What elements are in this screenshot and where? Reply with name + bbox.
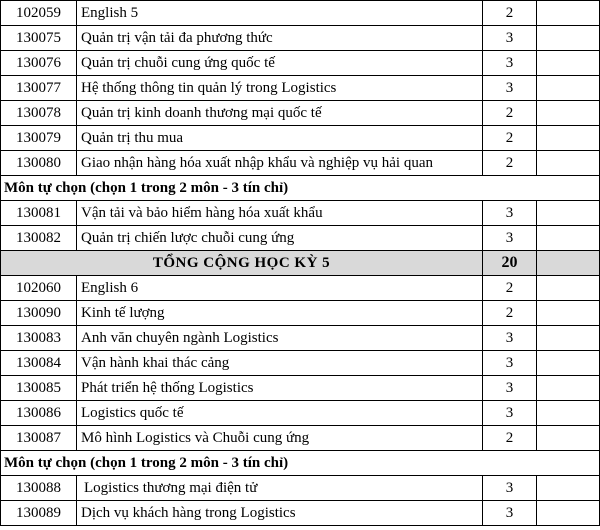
course-credits: 3 — [483, 226, 537, 251]
course-name: Logistics quốc tế — [77, 401, 483, 426]
note-cell — [537, 126, 600, 151]
course-credits: 2 — [483, 276, 537, 301]
table-row — [1, 101, 600, 126]
curriculum-table-body — [1, 1, 600, 526]
note-cell — [537, 76, 600, 101]
note-cell — [537, 426, 600, 451]
course-name: Vận hành khai thác cảng — [77, 351, 483, 376]
course-code: 130089 — [1, 501, 77, 526]
table-row — [1, 26, 600, 51]
semester-total-credits: 20 — [483, 251, 537, 276]
course-code: 130090 — [1, 301, 77, 326]
table-row — [1, 151, 600, 176]
course-code: 130085 — [1, 376, 77, 401]
course-credits: 2 — [483, 101, 537, 126]
course-code: 130081 — [1, 201, 77, 226]
table-row — [1, 1, 600, 26]
semester-total-row — [1, 251, 600, 276]
course-code: 130078 — [1, 101, 77, 126]
note-cell — [537, 51, 600, 76]
note-cell — [537, 351, 600, 376]
course-code: 102059 — [1, 1, 77, 26]
note-cell — [537, 226, 600, 251]
table-row — [1, 326, 600, 351]
note-cell — [537, 26, 600, 51]
course-credits: 2 — [483, 426, 537, 451]
note-cell — [537, 501, 600, 526]
table-row — [1, 401, 600, 426]
course-code: 130080 — [1, 151, 77, 176]
course-name: Giao nhận hàng hóa xuất nhập khẩu và nghiệp vụ hải quan — [77, 151, 483, 176]
course-code: 130086 — [1, 401, 77, 426]
note-cell — [537, 476, 600, 501]
course-name: Hệ thống thông tin quản lý trong Logistics — [77, 76, 483, 101]
note-cell — [537, 326, 600, 351]
table-row — [1, 301, 600, 326]
course-credits: 3 — [483, 401, 537, 426]
course-name: Kinh tế lượng — [77, 301, 483, 326]
table-row — [1, 476, 600, 501]
table-row — [1, 276, 600, 301]
course-name: English 5 — [77, 1, 483, 26]
course-name: Quản trị chiến lược chuỗi cung ứng — [77, 226, 483, 251]
course-credits: 3 — [483, 351, 537, 376]
course-credits: 3 — [483, 76, 537, 101]
course-code: 130079 — [1, 126, 77, 151]
course-credits: 2 — [483, 301, 537, 326]
semester-total-label: TỔNG CỘNG HỌC KỲ 5 — [1, 251, 483, 276]
course-name: Quản trị vận tải đa phương thức — [77, 26, 483, 51]
note-cell — [537, 151, 600, 176]
course-name: Anh văn chuyên ngành Logistics — [77, 326, 483, 351]
table-row — [1, 376, 600, 401]
note-cell — [537, 251, 600, 276]
table-row — [1, 201, 600, 226]
note-cell — [537, 401, 600, 426]
course-name: Quản trị chuỗi cung ứng quốc tế — [77, 51, 483, 76]
table-row — [1, 501, 600, 526]
course-credits: 2 — [483, 1, 537, 26]
course-credits: 2 — [483, 151, 537, 176]
section-label: Môn tự chọn (chọn 1 trong 2 môn - 3 tín chỉ) — [1, 451, 600, 476]
course-name: Logistics thương mại điện tử — [77, 476, 483, 501]
course-credits: 3 — [483, 201, 537, 226]
course-code: 130084 — [1, 351, 77, 376]
section-label: Môn tự chọn (chọn 1 trong 2 môn - 3 tín chỉ) — [1, 176, 600, 201]
course-code: 130077 — [1, 76, 77, 101]
table-row — [1, 51, 600, 76]
course-credits: 3 — [483, 476, 537, 501]
course-credits: 3 — [483, 51, 537, 76]
course-code: 130088 — [1, 476, 77, 501]
note-cell — [537, 1, 600, 26]
course-name: Dịch vụ khách hàng trong Logistics — [77, 501, 483, 526]
course-code: 130087 — [1, 426, 77, 451]
table-row — [1, 226, 600, 251]
course-credits: 3 — [483, 501, 537, 526]
note-cell — [537, 376, 600, 401]
course-name: Vận tải và bảo hiểm hàng hóa xuất khẩu — [77, 201, 483, 226]
course-credits: 3 — [483, 26, 537, 51]
course-name: Phát triển hệ thống Logistics — [77, 376, 483, 401]
elective-section-row — [1, 176, 600, 201]
note-cell — [537, 201, 600, 226]
note-cell — [537, 101, 600, 126]
course-credits: 3 — [483, 326, 537, 351]
course-name: Quản trị thu mua — [77, 126, 483, 151]
table-row — [1, 76, 600, 101]
course-name: English 6 — [77, 276, 483, 301]
table-row — [1, 351, 600, 376]
course-name: Quản trị kinh doanh thương mại quốc tế — [77, 101, 483, 126]
course-code: 130075 — [1, 26, 77, 51]
table-row — [1, 126, 600, 151]
course-code: 130082 — [1, 226, 77, 251]
course-code: 130076 — [1, 51, 77, 76]
course-credits: 2 — [483, 126, 537, 151]
elective-section-row — [1, 451, 600, 476]
course-code: 130083 — [1, 326, 77, 351]
note-cell — [537, 301, 600, 326]
course-credits: 3 — [483, 376, 537, 401]
course-code: 102060 — [1, 276, 77, 301]
course-name: Mô hình Logistics và Chuỗi cung ứng — [77, 426, 483, 451]
note-cell — [537, 276, 600, 301]
table-row — [1, 426, 600, 451]
